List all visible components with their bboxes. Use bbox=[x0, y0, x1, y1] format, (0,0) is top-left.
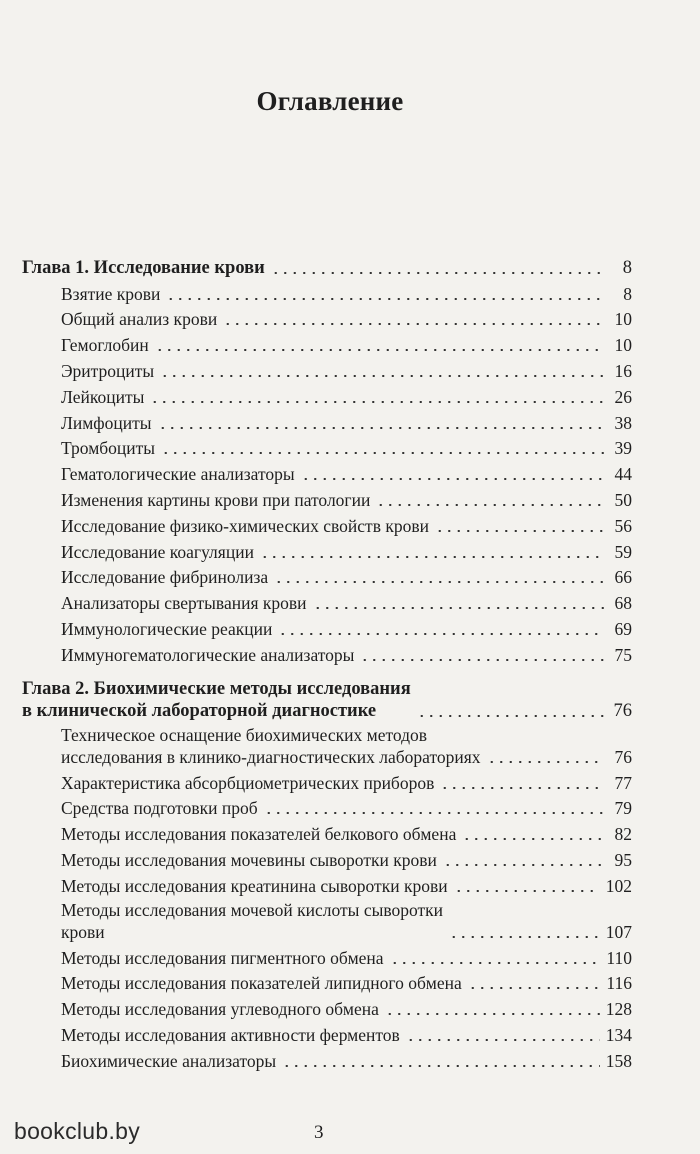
leader-dots bbox=[271, 272, 604, 274]
toc-page-number: 82 bbox=[614, 824, 632, 845]
leader-dots bbox=[443, 864, 604, 866]
toc-item-title: Методы исследования показателей белкового обмена bbox=[61, 824, 457, 845]
leader-dots bbox=[376, 504, 604, 506]
toc-item[interactable] bbox=[22, 485, 632, 511]
toc-page-number: 69 bbox=[614, 618, 632, 639]
leader-dots bbox=[449, 936, 600, 938]
toc-item[interactable] bbox=[22, 1020, 632, 1046]
toc-page-number: 44 bbox=[614, 464, 632, 485]
toc-page-number: 102 bbox=[605, 875, 632, 896]
toc-item[interactable] bbox=[22, 897, 632, 943]
toc-page-number: 50 bbox=[614, 489, 632, 510]
toc-item-title bbox=[61, 724, 481, 768]
toc-item-title: Методы исследования углеводного обмена bbox=[61, 999, 379, 1020]
toc-page-number: 56 bbox=[614, 515, 632, 536]
toc-item[interactable] bbox=[22, 563, 632, 589]
toc-item[interactable] bbox=[22, 722, 632, 768]
toc-chapter-2[interactable] bbox=[22, 676, 632, 722]
toc-page-number: 76 bbox=[614, 746, 632, 767]
leader-dots bbox=[301, 478, 604, 480]
toc-page-number: 158 bbox=[605, 1050, 632, 1071]
toc-page-number: 128 bbox=[605, 999, 632, 1020]
toc-item[interactable] bbox=[22, 819, 632, 845]
toc-item[interactable] bbox=[22, 994, 632, 1020]
leader-dots bbox=[390, 962, 601, 964]
toc-item[interactable] bbox=[22, 969, 632, 995]
toc-page-number: 59 bbox=[614, 541, 632, 562]
toc-item-title: Методы исследования креатинина сыворотки крови bbox=[61, 875, 448, 896]
toc-page-number: 110 bbox=[606, 947, 632, 968]
toc-page-number: 26 bbox=[614, 386, 632, 407]
toc-page-number: 79 bbox=[614, 798, 632, 819]
toc-item-title: Методы исследования показателей липидного обмена bbox=[61, 973, 462, 994]
toc-item-title: Методы исследования мочевины сыворотки крови bbox=[61, 849, 437, 870]
leader-dots bbox=[260, 556, 604, 558]
leader-dots bbox=[417, 715, 604, 717]
leader-dots bbox=[264, 812, 604, 814]
toc-item[interactable] bbox=[22, 871, 632, 897]
toc-item[interactable] bbox=[22, 356, 632, 382]
toc-item-title: Изменения картины крови при патологии bbox=[61, 489, 371, 510]
toc-item-title-line: крови bbox=[61, 921, 105, 942]
toc-item[interactable] bbox=[22, 459, 632, 485]
leader-dots bbox=[435, 530, 604, 532]
toc-item-title: Гематологические анализаторы bbox=[61, 464, 295, 485]
page-title: Оглавление bbox=[256, 86, 404, 116]
toc-item[interactable] bbox=[22, 1046, 632, 1072]
toc-item[interactable] bbox=[22, 279, 632, 305]
toc-item-title: Иммунологические реакции bbox=[61, 618, 273, 639]
leader-dots bbox=[160, 375, 604, 377]
leader-dots bbox=[274, 581, 604, 583]
toc-page-number: 95 bbox=[614, 849, 632, 870]
leader-dots bbox=[150, 401, 604, 403]
leader-dots bbox=[223, 323, 604, 325]
toc-page-number: 10 bbox=[614, 309, 632, 330]
leader-dots bbox=[313, 607, 604, 609]
toc-item-title: Общий анализ крови bbox=[61, 309, 218, 330]
toc-page-number: 134 bbox=[605, 1024, 632, 1045]
toc-item[interactable] bbox=[22, 330, 632, 356]
toc-page-number: 8 bbox=[623, 283, 632, 304]
toc-item-title: Исследование коагуляции bbox=[61, 541, 254, 562]
leader-dots bbox=[278, 633, 604, 635]
toc-item-title: Гемоглобин bbox=[61, 335, 149, 356]
toc-page-number: 66 bbox=[614, 567, 632, 588]
toc-page-number: 8 bbox=[622, 257, 632, 278]
toc-item-title: Иммуногематологические анализаторы bbox=[61, 644, 355, 665]
toc-page-number: 116 bbox=[606, 973, 632, 994]
toc-page-number: 77 bbox=[614, 772, 632, 793]
toc-item[interactable] bbox=[22, 537, 632, 563]
toc-item-title-line: исследования в клинико-диагностических лабораториях bbox=[61, 746, 481, 767]
toc-item[interactable] bbox=[22, 768, 632, 794]
toc-page-number: 10 bbox=[614, 335, 632, 356]
toc-chapter-title-line: Глава 2. Биохимические методы исследования bbox=[22, 678, 411, 699]
toc-item-title: Анализаторы свертывания крови bbox=[61, 593, 307, 614]
table-of-contents bbox=[22, 253, 632, 1072]
toc-item[interactable] bbox=[22, 511, 632, 537]
toc-chapter-title-line: в клинической лабораторной диагностике bbox=[22, 700, 377, 721]
toc-item-title: Характеристика абсорбциометрических приборов bbox=[61, 772, 435, 793]
toc-item-title: Методы исследования пигментного обмена bbox=[61, 947, 384, 968]
watermark: bookclub.by bbox=[14, 1118, 141, 1144]
leader-dots bbox=[155, 349, 604, 351]
toc-item[interactable] bbox=[22, 408, 632, 434]
leader-dots bbox=[166, 298, 604, 300]
toc-item-title: Исследование фибринолиза bbox=[61, 567, 269, 588]
leader-dots bbox=[282, 1065, 600, 1067]
toc-page-number: 76 bbox=[613, 700, 632, 721]
toc-item-title-line: Методы исследования мочевой кислоты сыворотки bbox=[61, 899, 444, 920]
toc-item-title: Тромбоциты bbox=[61, 438, 156, 459]
toc-page-number: 39 bbox=[614, 438, 632, 459]
toc-item[interactable] bbox=[22, 943, 632, 969]
toc-item-title: Взятие крови bbox=[61, 283, 161, 304]
toc-item[interactable] bbox=[22, 614, 632, 640]
leader-dots bbox=[158, 427, 604, 429]
toc-item[interactable] bbox=[22, 794, 632, 820]
toc-chapter-1[interactable] bbox=[22, 253, 632, 279]
toc-item-title: Средства подготовки проб bbox=[61, 798, 258, 819]
toc-item-title-line: Техническое оснащение биохимических методов bbox=[61, 724, 428, 745]
leader-dots bbox=[487, 761, 604, 763]
toc-page-number: 68 bbox=[614, 593, 632, 614]
toc-page-number: 107 bbox=[605, 921, 632, 942]
toc-page-number: 75 bbox=[614, 644, 632, 665]
toc-item-title: Лейкоциты bbox=[61, 386, 145, 407]
leader-dots bbox=[440, 787, 604, 789]
toc-item-title: Лимфоциты bbox=[61, 412, 152, 433]
toc-chapter-title: Глава 1. Исследование крови bbox=[22, 257, 265, 278]
page-number: 3 bbox=[314, 1122, 324, 1143]
leader-dots bbox=[161, 452, 604, 454]
toc-item-title: Эритроциты bbox=[61, 360, 155, 381]
leader-dots bbox=[462, 838, 604, 840]
toc-item[interactable] bbox=[22, 640, 632, 666]
leader-dots bbox=[406, 1039, 600, 1041]
toc-item[interactable] bbox=[22, 305, 632, 331]
toc-item[interactable] bbox=[22, 588, 632, 614]
toc-item-title: Биохимические анализаторы bbox=[61, 1050, 277, 1071]
toc-item-title bbox=[61, 899, 443, 943]
leader-dots bbox=[385, 1013, 600, 1015]
toc-chapter-title bbox=[22, 678, 411, 722]
leader-dots bbox=[468, 987, 601, 989]
toc-page-number: 38 bbox=[614, 412, 632, 433]
toc-item-title: Исследование физико-химических свойств крови bbox=[61, 515, 429, 536]
leader-dots bbox=[360, 659, 604, 661]
toc-page-number: 16 bbox=[614, 360, 632, 381]
toc-item[interactable] bbox=[22, 434, 632, 460]
toc-item-title: Методы исследования активности ферментов bbox=[61, 1024, 400, 1045]
leader-dots bbox=[454, 890, 600, 892]
toc-item[interactable] bbox=[22, 382, 632, 408]
toc-item[interactable] bbox=[22, 845, 632, 871]
